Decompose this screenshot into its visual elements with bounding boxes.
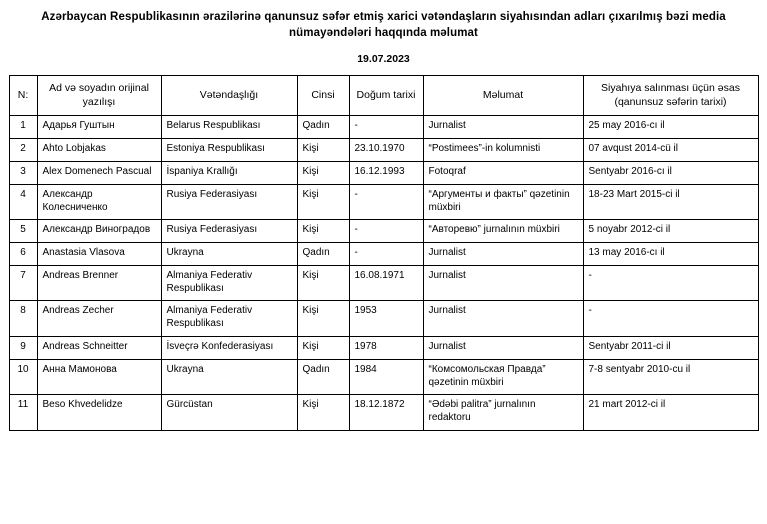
cell-basis: 13 may 2016-cı il — [583, 243, 758, 266]
cell-number: 5 — [9, 220, 37, 243]
cell-info: “Авторевю” jurnalının müxbiri — [423, 220, 583, 243]
cell-basis: Sentyabr 2011-ci il — [583, 337, 758, 360]
cell-info: “Postimees”-in kolumnisti — [423, 139, 583, 162]
column-header-name: Ad və soyadın orijinal yazılışı — [37, 76, 161, 116]
cell-number: 11 — [9, 395, 37, 431]
cell-info: Jurnalist — [423, 265, 583, 301]
cell-info: Jurnalist — [423, 301, 583, 337]
cell-number: 6 — [9, 243, 37, 266]
cell-sex: Qadın — [297, 116, 349, 139]
cell-sex: Qadın — [297, 359, 349, 395]
cell-citizenship: Estoniya Respublikası — [161, 139, 297, 162]
cell-citizenship: Ukrayna — [161, 243, 297, 266]
cell-name: Andreas Brenner — [37, 265, 161, 301]
cell-sex: Kişi — [297, 139, 349, 162]
cell-name: Александр Виноградов — [37, 220, 161, 243]
cell-birth-date: - — [349, 116, 423, 139]
cell-sex: Kişi — [297, 337, 349, 360]
cell-citizenship: Rusiya Federasiyası — [161, 220, 297, 243]
table-row — [9, 243, 758, 266]
cell-name: Ahto Lobjakas — [37, 139, 161, 162]
cell-name: Alex Domenech Pascual — [37, 161, 161, 184]
cell-name: Andreas Schneitter — [37, 337, 161, 360]
table-row — [9, 265, 758, 301]
cell-birth-date: 16.08.1971 — [349, 265, 423, 301]
cell-info: Jurnalist — [423, 243, 583, 266]
cell-name: Адарья Гуштын — [37, 116, 161, 139]
cell-birth-date: 18.12.1872 — [349, 395, 423, 431]
cell-citizenship: Rusiya Federasiyası — [161, 184, 297, 220]
cell-number: 1 — [9, 116, 37, 139]
cell-sex: Kişi — [297, 161, 349, 184]
column-header-info: Məlumat — [423, 76, 583, 116]
cell-birth-date: 1953 — [349, 301, 423, 337]
table-body — [9, 116, 758, 431]
cell-number: 3 — [9, 161, 37, 184]
column-header-sex: Cinsi — [297, 76, 349, 116]
cell-sex: Kişi — [297, 220, 349, 243]
cell-name: Анна Мамонова — [37, 359, 161, 395]
cell-birth-date: 1978 — [349, 337, 423, 360]
table-row — [9, 395, 758, 431]
cell-name: Beso Khvedelidze — [37, 395, 161, 431]
cell-info: Fotoqraf — [423, 161, 583, 184]
media-representatives-table — [9, 75, 759, 431]
column-header-birth-date: Doğum tarixi — [349, 76, 423, 116]
cell-basis: 18-23 Mart 2015-ci il — [583, 184, 758, 220]
cell-info: “Ədəbi palitra” jurnalının redaktoru — [423, 395, 583, 431]
cell-birth-date: - — [349, 243, 423, 266]
cell-number: 2 — [9, 139, 37, 162]
table-row — [9, 116, 758, 139]
cell-info: “Комсомольская Правда” qəzetinin müxbiri — [423, 359, 583, 395]
cell-name: Anastasia Vlasova — [37, 243, 161, 266]
cell-basis: - — [583, 301, 758, 337]
cell-citizenship: İspaniya Krallığı — [161, 161, 297, 184]
column-header-number: N: — [9, 76, 37, 116]
table-row — [9, 220, 758, 243]
cell-info: Jurnalist — [423, 116, 583, 139]
cell-basis: - — [583, 265, 758, 301]
cell-basis: 5 noyabr 2012-ci il — [583, 220, 758, 243]
page-title: Azərbaycan Respublikasının ərazilərinə qanunsuz səfər etmiş xarici vətəndaşların siyahısından adları çıxarılmış bəzi media nümayəndələri haqqında məlumat — [41, 11, 726, 39]
table-row — [9, 359, 758, 395]
table-row — [9, 337, 758, 360]
cell-info: “Аргументы и факты” qəzetinin müxbiri — [423, 184, 583, 220]
cell-basis: 7-8 sentyabr 2010-cu il — [583, 359, 758, 395]
cell-citizenship: Belarus Respublikası — [161, 116, 297, 139]
cell-sex: Kişi — [297, 301, 349, 337]
cell-number: 9 — [9, 337, 37, 360]
cell-citizenship: Ukrayna — [161, 359, 297, 395]
column-header-citizenship: Vətəndaşlığı — [161, 76, 297, 116]
cell-birth-date: 23.10.1970 — [349, 139, 423, 162]
cell-birth-date: 16.12.1993 — [349, 161, 423, 184]
table-row — [9, 139, 758, 162]
document-date: 19.07.2023 — [357, 53, 410, 66]
cell-basis: 25 may 2016-cı il — [583, 116, 758, 139]
cell-citizenship: Almaniya Federativ Respublikası — [161, 301, 297, 337]
cell-sex: Kişi — [297, 265, 349, 301]
cell-sex: Qadın — [297, 243, 349, 266]
cell-info: Jurnalist — [423, 337, 583, 360]
cell-sex: Kişi — [297, 395, 349, 431]
cell-basis: Sentyabr 2016-cı il — [583, 161, 758, 184]
table-row — [9, 301, 758, 337]
cell-basis: 21 mart 2012-ci il — [583, 395, 758, 431]
cell-number: 4 — [9, 184, 37, 220]
cell-citizenship: İsveçrə Konfederasiyası — [161, 337, 297, 360]
cell-name: Александр Колесниченко — [37, 184, 161, 220]
cell-basis: 07 avqust 2014-cü il — [583, 139, 758, 162]
cell-sex: Kişi — [297, 184, 349, 220]
cell-name: Andreas Zecher — [37, 301, 161, 337]
cell-citizenship: Almaniya Federativ Respublikası — [161, 265, 297, 301]
cell-citizenship: Gürcüstan — [161, 395, 297, 431]
column-header-basis: Siyahıya salınması üçün əsas (qanunsuz səfərin tarixi) — [583, 76, 758, 116]
table-row — [9, 161, 758, 184]
table-header-row — [9, 76, 758, 116]
cell-number: 7 — [9, 265, 37, 301]
cell-birth-date: - — [349, 184, 423, 220]
cell-number: 8 — [9, 301, 37, 337]
cell-birth-date: - — [349, 220, 423, 243]
cell-number: 10 — [9, 359, 37, 395]
table-row — [9, 184, 758, 220]
cell-birth-date: 1984 — [349, 359, 423, 395]
